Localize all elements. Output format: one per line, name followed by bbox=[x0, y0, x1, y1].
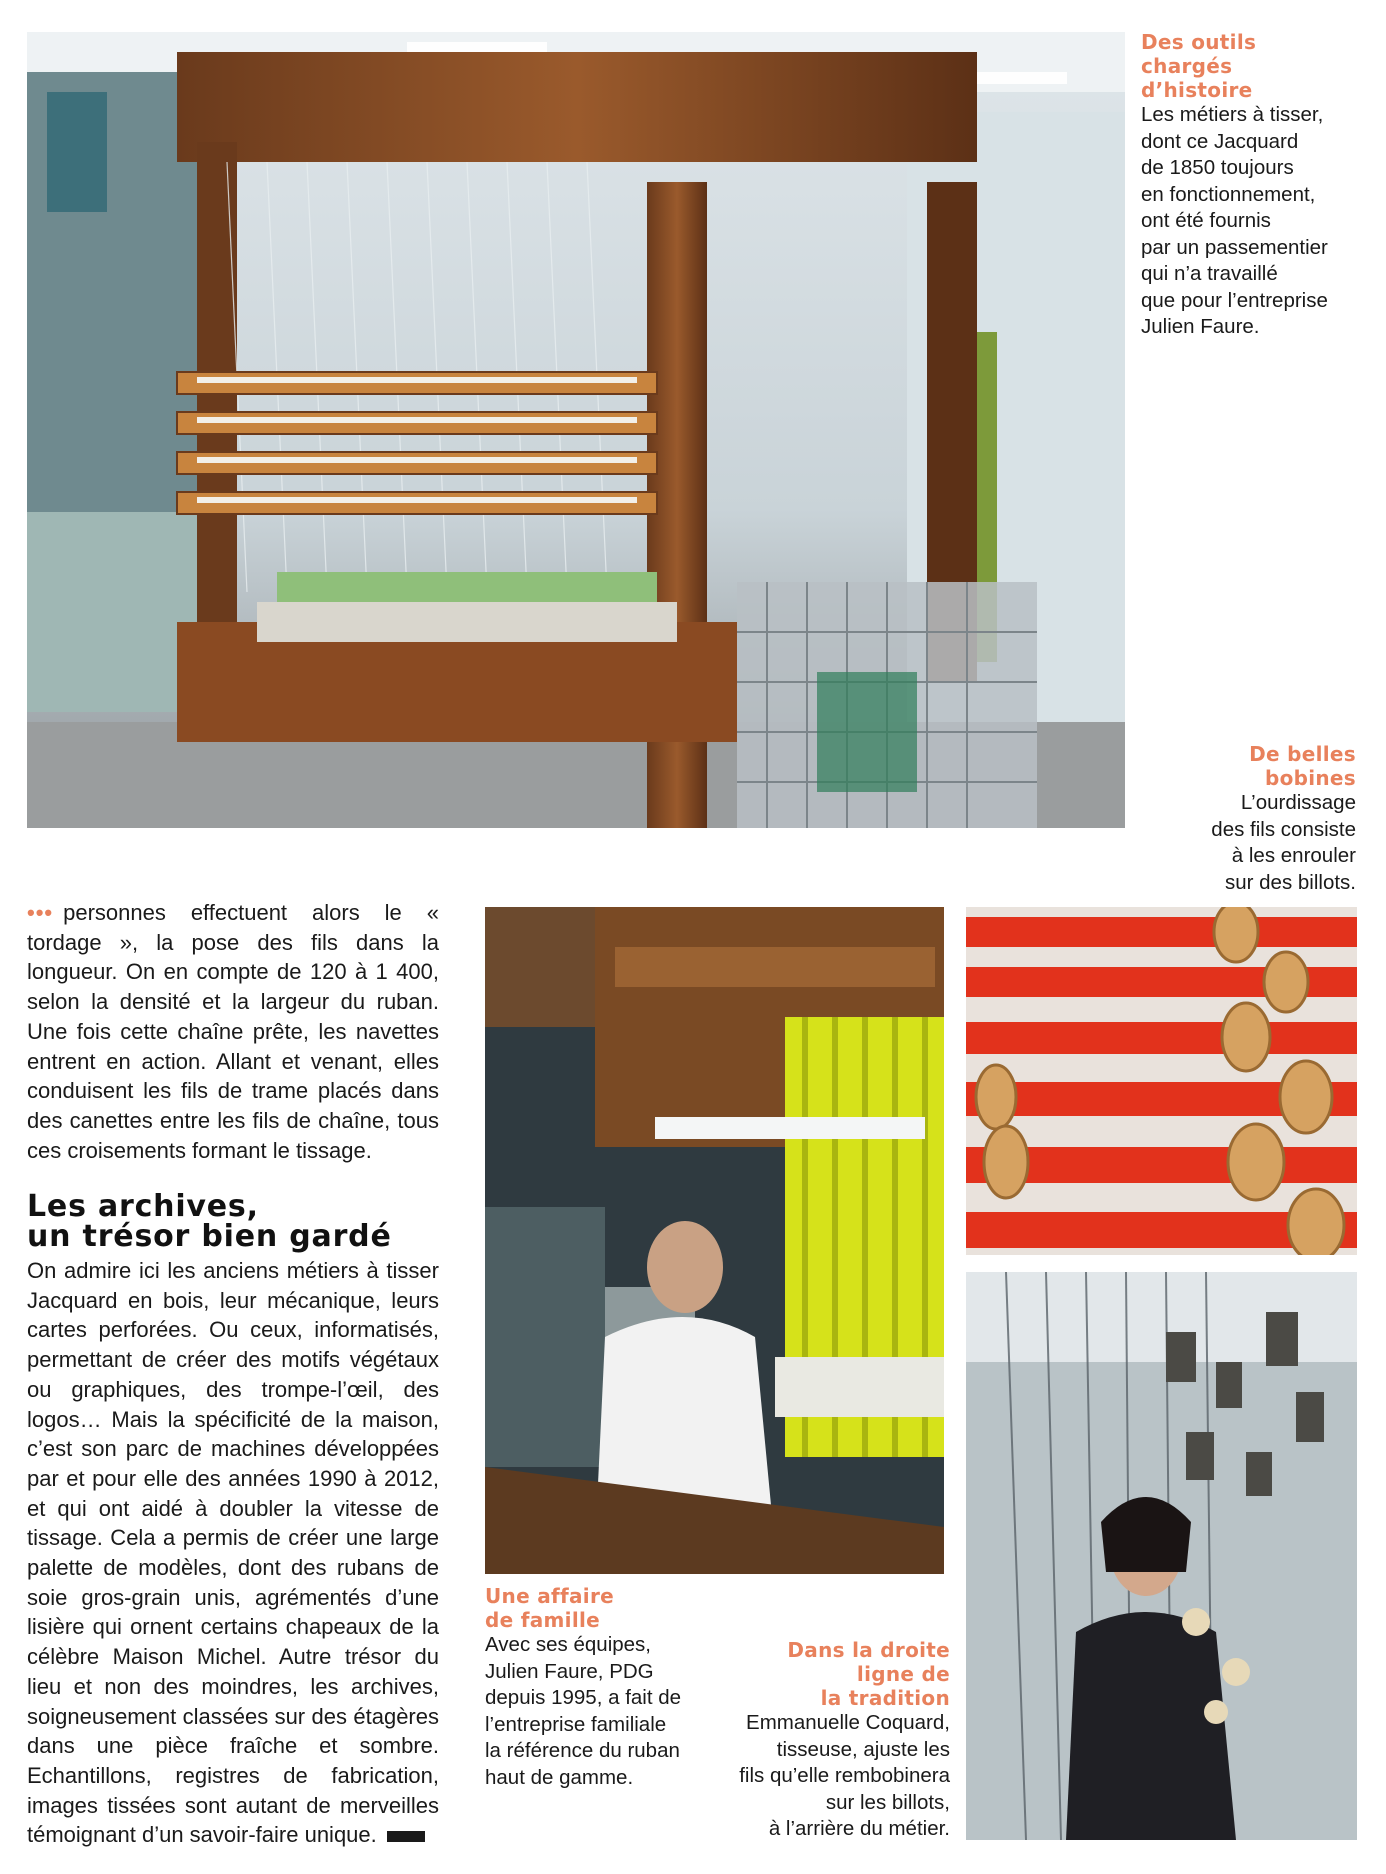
caption-tradition bbox=[700, 1638, 950, 1843]
caption-title: chargés bbox=[1141, 54, 1233, 78]
ceo-illustration bbox=[485, 907, 944, 1574]
caption-line: dont ce Jacquard bbox=[1141, 129, 1299, 153]
loom-illustration bbox=[27, 32, 1125, 828]
caption-line: depuis 1995, a fait de bbox=[485, 1686, 682, 1709]
caption-line: Julien Faure, PDG bbox=[485, 1659, 654, 1683]
paragraph-2-text: On admire ici les anciens métiers à tisser Jacquard en bois, leur mécanique, leurs cartes perforées. Ou ceux, informatisés, permettant de créer des motifs végétaux ou graphiques, des trompe-l’œil, des logos… Mais la spécificité de la maison, c’est son parc de machines développées par et pour elle des années 1990 à 2012, et qui ont aidé à doubler la vitesse de tissage. Cela a permis de créer une large palette de modèles, dont des rubans de soie gros-grain unis, agrémentés d’une lisière qui ornent certains chapeaux de la célèbre Maison Michel. Autre trésor du lieu et non des moindres, les archives, soigneusement classées sur des étagères dans une pièce fraîche et sombre. Echantillons, registres de fabrication, images tissées sont autant de merveilles témoignant d’un savoir-faire unique. bbox=[27, 1258, 439, 1848]
caption-line: Les métiers à tisser, bbox=[1141, 103, 1324, 126]
caption-title: Dans la droite bbox=[787, 1638, 950, 1662]
caption-line: fils qu’elle rembobinera bbox=[739, 1764, 950, 1787]
caption-title: De belles bbox=[1249, 742, 1356, 766]
caption-line: L’ourdissage bbox=[1240, 791, 1356, 814]
article-paragraph-2 bbox=[27, 1256, 439, 1850]
weaver-illustration bbox=[966, 1272, 1357, 1840]
caption-title: la tradition bbox=[820, 1686, 950, 1710]
paragraph-1-text: personnes effectuent alors le « tordage », la pose des fils dans la longueur. On en compte de 120 à 1 400, selon la densité et la largeur du ruban. Une fois cette chaîne prête, les navettes entrent en action. Allant et venant, elles conduisent les fils de trame placés dans des canettes entre les fils de chaîne, tous ces croisements formant le tissage. bbox=[27, 900, 439, 1163]
caption-line: sur les billots, bbox=[825, 1790, 950, 1814]
caption-line: que pour l’entreprise bbox=[1141, 288, 1328, 312]
caption-line: Emmanuelle Coquard, bbox=[746, 1711, 950, 1734]
caption-line: en fonctionnement, bbox=[1141, 182, 1316, 206]
subhead-line: Les archives, bbox=[27, 1189, 259, 1224]
loom-photo bbox=[27, 32, 1125, 828]
bobbins-photo bbox=[966, 907, 1357, 1255]
caption-line: sur des billots. bbox=[1224, 870, 1356, 894]
caption-line: Julien Faure. bbox=[1141, 315, 1260, 338]
caption-line: la référence du ruban bbox=[485, 1739, 680, 1762]
caption-title: Des outils bbox=[1141, 30, 1257, 54]
caption-title: de famille bbox=[485, 1608, 601, 1632]
caption-title: bobines bbox=[1264, 766, 1356, 790]
caption-line: de 1850 toujours bbox=[1141, 156, 1294, 179]
caption-line: haut de gamme. bbox=[485, 1765, 634, 1789]
caption-line: des fils consiste bbox=[1211, 817, 1356, 841]
caption-famille bbox=[485, 1584, 725, 1791]
caption-line: Avec ses équipes, bbox=[485, 1633, 652, 1656]
lead-dots: ••• bbox=[27, 900, 54, 925]
section-subhead bbox=[27, 1189, 447, 1254]
caption-line: par un passementier bbox=[1141, 235, 1328, 259]
caption-outils bbox=[1141, 30, 1381, 341]
bobbins-illustration bbox=[966, 907, 1357, 1255]
caption-line: qui n’a travaillé bbox=[1141, 262, 1278, 285]
caption-title: ligne de bbox=[856, 1662, 950, 1686]
caption-line: à l’arrière du métier. bbox=[768, 1817, 950, 1840]
caption-line: l’entreprise familiale bbox=[485, 1712, 667, 1736]
caption-line: ont été fournis bbox=[1141, 209, 1271, 232]
subhead-line: un trésor bien gardé bbox=[27, 1219, 392, 1254]
end-mark bbox=[387, 1831, 425, 1842]
ceo-photo bbox=[485, 907, 944, 1574]
caption-title: Une affaire bbox=[485, 1584, 614, 1608]
article-paragraph-1 bbox=[27, 898, 439, 1165]
caption-title: d’histoire bbox=[1141, 78, 1253, 102]
caption-bobines bbox=[1100, 742, 1356, 896]
caption-line: à les enrouler bbox=[1231, 844, 1356, 867]
weaver-photo bbox=[966, 1272, 1357, 1840]
caption-line: tisseuse, ajuste les bbox=[776, 1737, 950, 1761]
